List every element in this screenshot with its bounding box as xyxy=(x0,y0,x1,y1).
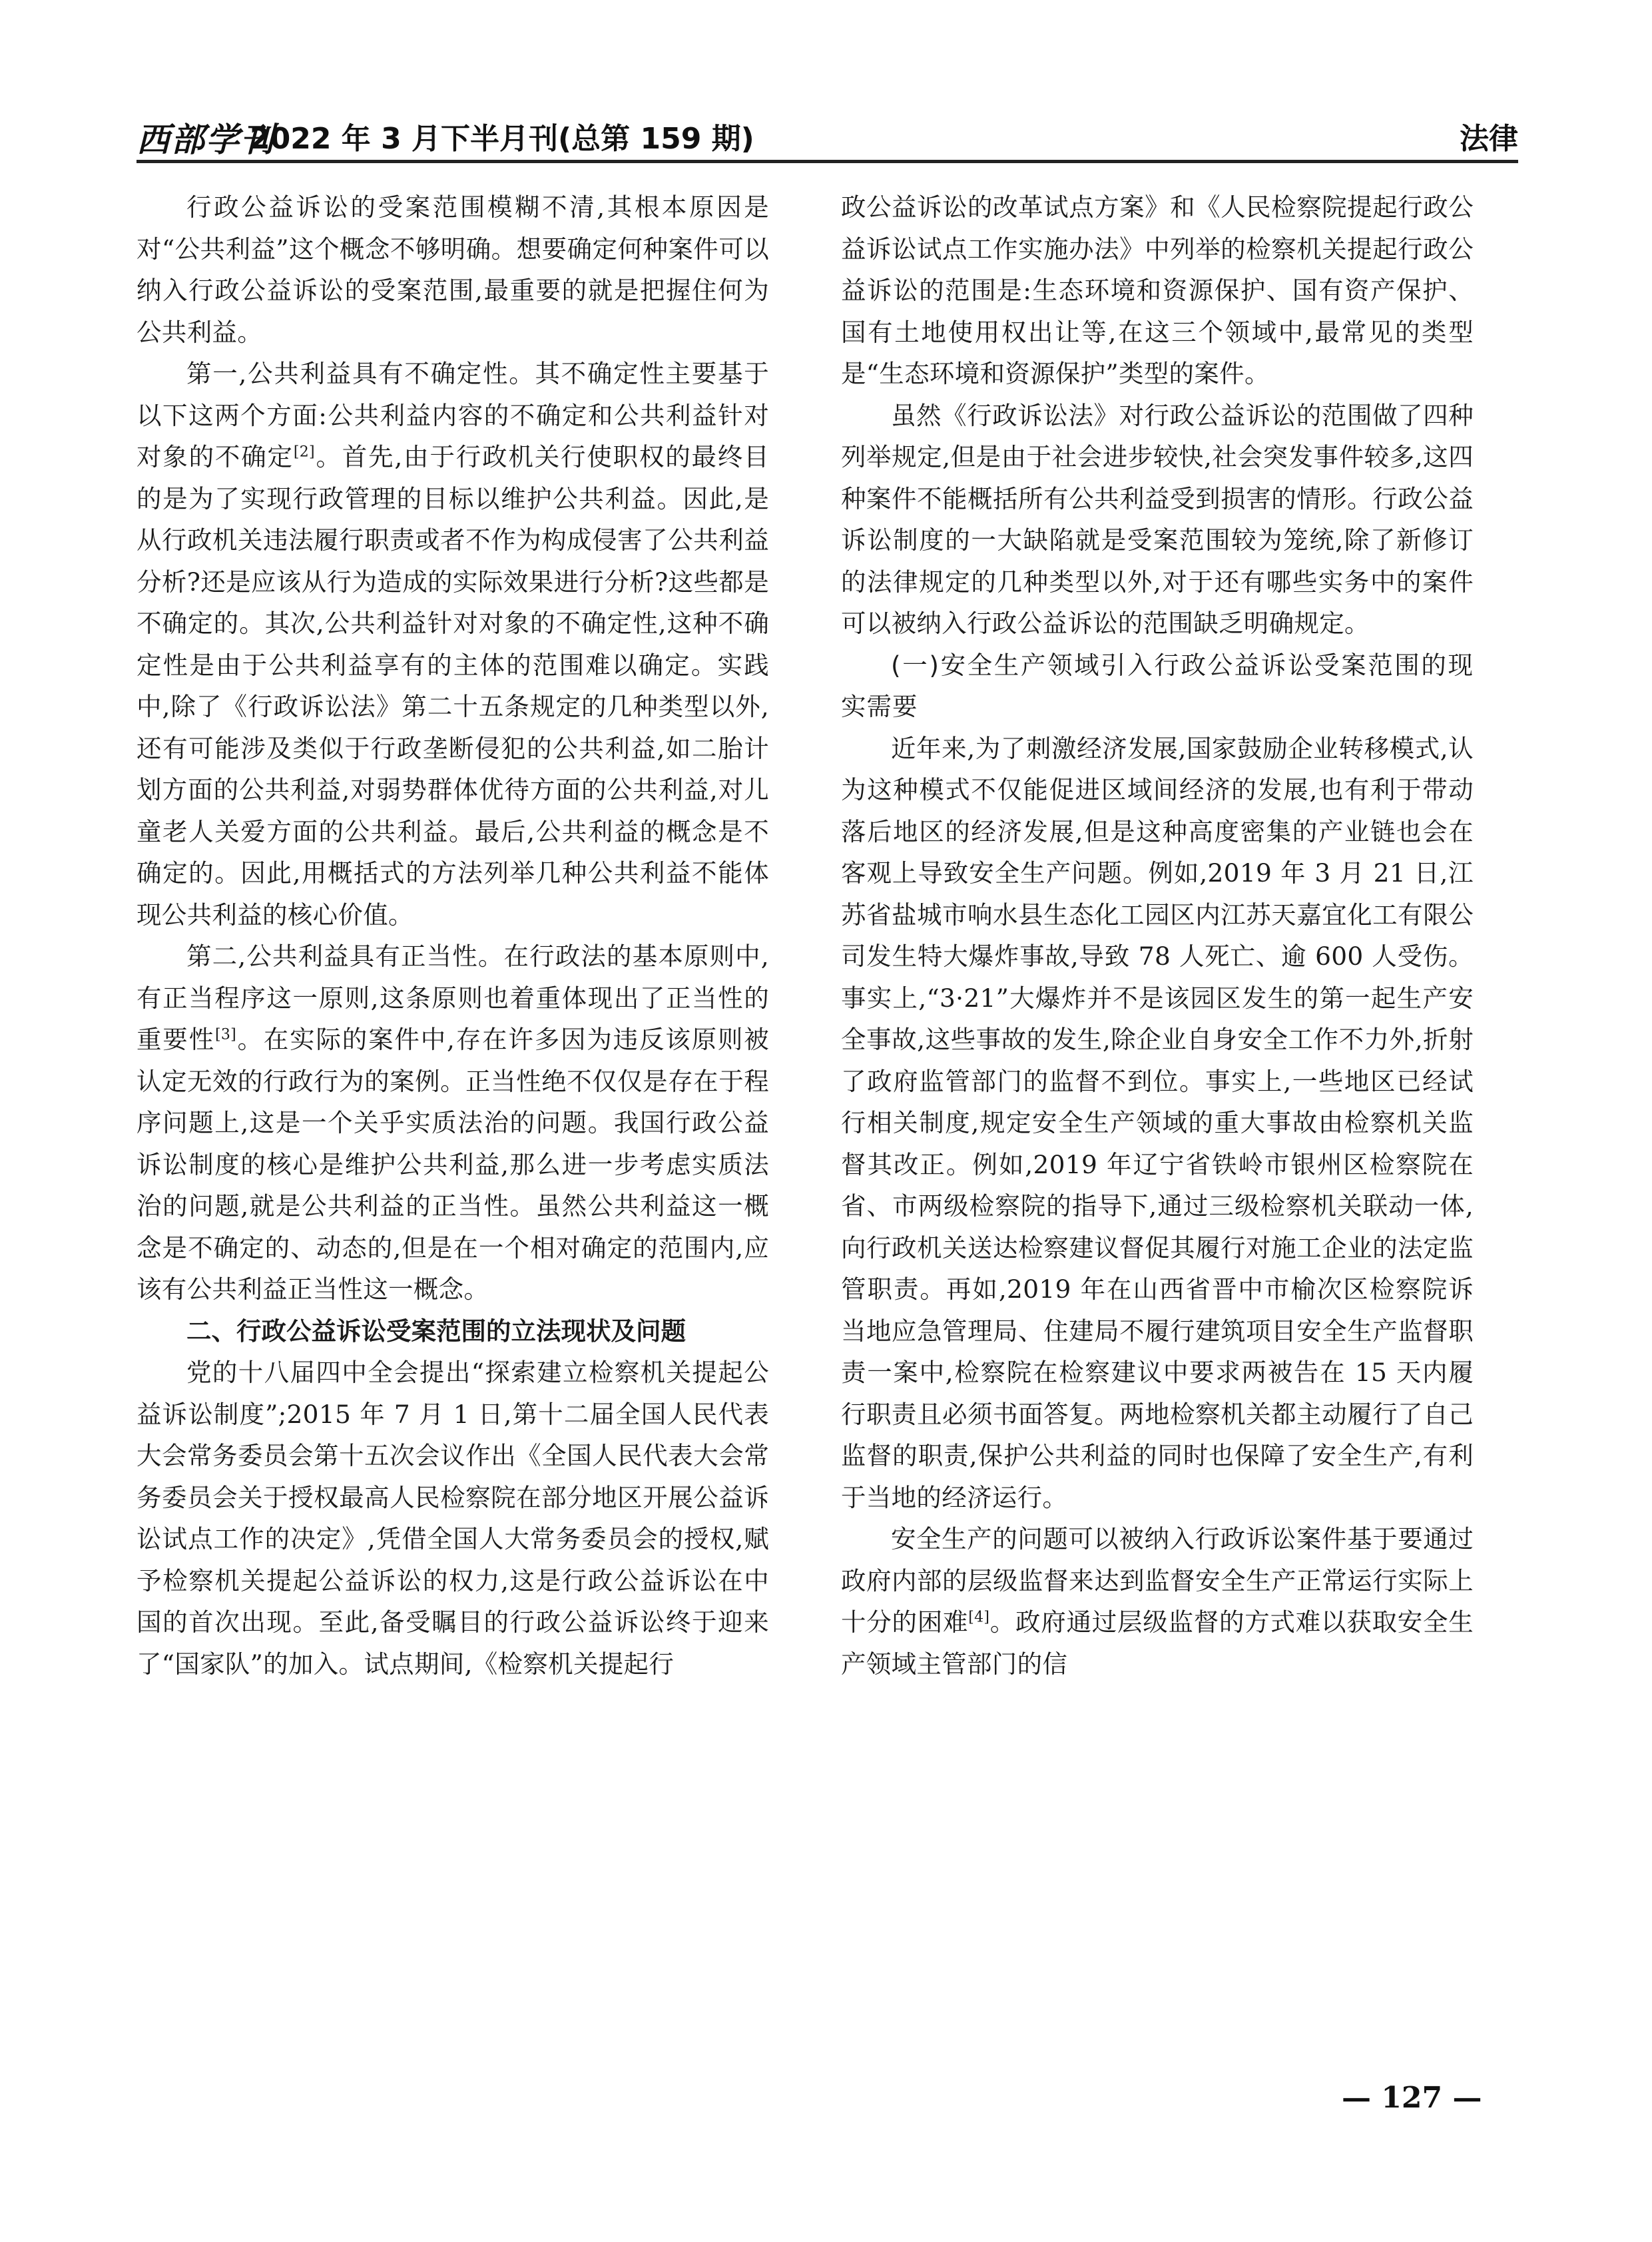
paragraph-text: 安全生产的问题可以被纳入行政诉讼案件基于要通过政府内部的层级监督来达到监督安全生产正常运行实际上十分的困难 xyxy=(841,1524,1474,1637)
paragraph: 近年来,为了刺激经济发展,国家鼓励企业转移模式,认为这种模式不仅能促进区域间经济的发展,也有利于带动落后地区的经济发展,但是这种高度密集的产业链也会在客观上导致安全生产问题。例如,2019 年 3 月 21 日,江苏省盐城市响水县生态化工园区内江苏天嘉宜化工有限公司发生特大爆炸事故,导致 78 人死亡、逾 600 人受伤。事实上,“3·21”大爆炸并不是该园区发生的第一起生产安全事故,这些事故的发生,除企业自身安全工作不力外,折射了政府监管部门的监督不到位。事实上,一些地区已经试行相关制度,规定安全生产领域的重大事故由检察机关监督其改正。例如,2019 年辽宁省铁岭市银州区检察院在省、市两级检察院的指导下,通过三级检察机关联动一体,向行政机关送达检察建议督促其履行对施工企业的法定监管职责。再如,2019 年在山西省晋中市榆次区检察院诉当地应急管理局、住建局不履行建筑项目安全生产监督职责一案中,检察院在检察建议中要求两被告在 15 天内履行职责且必须书面答复。两地检察机关都主动履行了自己监督的职责,保护公共利益的同时也保障了安全生产,有利于当地的经济运行。 xyxy=(841,733,1474,1512)
paragraph-text: 。在实际的案件中,存在许多因为违反该原则被认定无效的行政行为的案例。正当性绝不仅仅是存在于程序问题上,这是一个关乎实质法治的问题。我国行政公益诉讼制度的核心是维护公共利益,那么进一步考虑实质法治的问题,就是公共利益的正当性。虽然公共利益这一概念是不确定的、动态的,但是在一个相对确定的范围内,应该有公共利益正当性这一概念。 xyxy=(137,1025,769,1304)
page-number: — 127 — xyxy=(1342,2081,1482,2115)
subsection-heading: (一)安全生产领域引入行政公益诉讼受案范围的现实需要 xyxy=(841,650,1474,721)
section-heading: 二、行政公益诉讼受案范围的立法现状及问题 xyxy=(186,1316,686,1346)
citation-ref: [3] xyxy=(214,1026,237,1043)
journal-logo: 西部学刊 xyxy=(137,120,275,159)
paragraph: 政公益诉讼的改革试点方案》和《人民检察院提起行政公益诉讼试点工作实施办法》中列举的检察机关提起行政公益诉讼的范围是:生态环境和资源保护、国有资产保护、国有土地使用权出让等,在这三个领域中,最常见的类型是“生态环境和资源保护”类型的案件。 xyxy=(841,192,1474,388)
citation-ref: [2] xyxy=(293,443,315,461)
left-column xyxy=(137,186,769,1685)
running-header xyxy=(137,107,1518,168)
paragraph xyxy=(137,936,769,1310)
paragraph-text: 。政府通过层级监督的方式难以获取安全生产领域主管部门的信 xyxy=(841,1607,1474,1679)
paragraph-text: 第二,公共利益具有正当性。在行政法的基本原则中,有正当程序这一原则,这条原则也着重体现出了正当性的重要性 xyxy=(137,942,769,1054)
paragraph: 党的十八届四中全会提出“探索建立检察机关提起公益诉讼制度”;2015 年 7 月 1 日,第十二届全国人民代表大会常务委员会第十五次会议作出《全国人民代表大会常务委员会关于授权最高人民检察院在部分地区开展公益诉讼试点工作的决定》,凭借全国人大常务委员会的授权,赋予检察机关提起公益诉讼的权力,这是行政公益诉讼在中国的首次出现。至此,备受瞩目的行政公益诉讼终于迎来了“国家队”的加入。试点期间,《检察机关提起行 xyxy=(137,1358,769,1679)
right-column xyxy=(841,186,1474,1685)
paragraph xyxy=(841,1518,1474,1685)
header-rule xyxy=(137,160,1518,163)
paragraph: 行政公益诉讼的受案范围模糊不清,其根本原因是对“公共利益”这个概念不够明确。想要确定何种案件可以纳入行政公益诉讼的受案范围,最重要的就是把握住何为公共利益。 xyxy=(137,192,769,347)
section-label: 法律 xyxy=(1460,122,1518,156)
paragraph: 虽然《行政诉讼法》对行政公益诉讼的范围做了四种列举规定,但是由于社会进步较快,社会突发事件较多,这四种案件不能概括所有公共利益受到损害的情形。行政公益诉讼制度的一大缺陷就是受案范围较为笼统,除了新修订的法律规定的几种类型以外,对于还有哪些实务中的案件可以被纳入行政公益诉讼的范围缺乏明确规定。 xyxy=(841,400,1474,638)
paragraph xyxy=(137,353,769,936)
citation-ref: [4] xyxy=(968,1609,990,1626)
paragraph-text: 第一,公共利益具有不确定性。其不确定性主要基于以下这两个方面:公共利益内容的不确定和公共利益针对对象的不确定 xyxy=(137,359,769,471)
issue-info: 2022 年 3 月下半月刊(总第 159 期) xyxy=(250,122,754,156)
paragraph-text: 。首先,由于行政机关行使职权的最终目的是为了实现行政管理的目标以维护公共利益。因此,是从行政机关违法履行职责或者不作为构成侵害了公共利益分析?还是应该从行为造成的实际效果进行分析?这些都是不确定的。其次,公共利益针对对象的不确定性,这种不确定性是由于公共利益享有的主体的范围难以确定。实践中,除了《行政诉讼法》第二十五条规定的几种类型以外,还有可能涉及类似于行政垄断侵犯的公共利益,如二胎计划方面的公共利益,对弱势群体优待方面的公共利益,对儿童老人关爱方面的公共利益。最后,公共利益的概念是不确定的。因此,用概括式的方法列举几种公共利益不能体现公共利益的核心价值。 xyxy=(137,442,769,930)
